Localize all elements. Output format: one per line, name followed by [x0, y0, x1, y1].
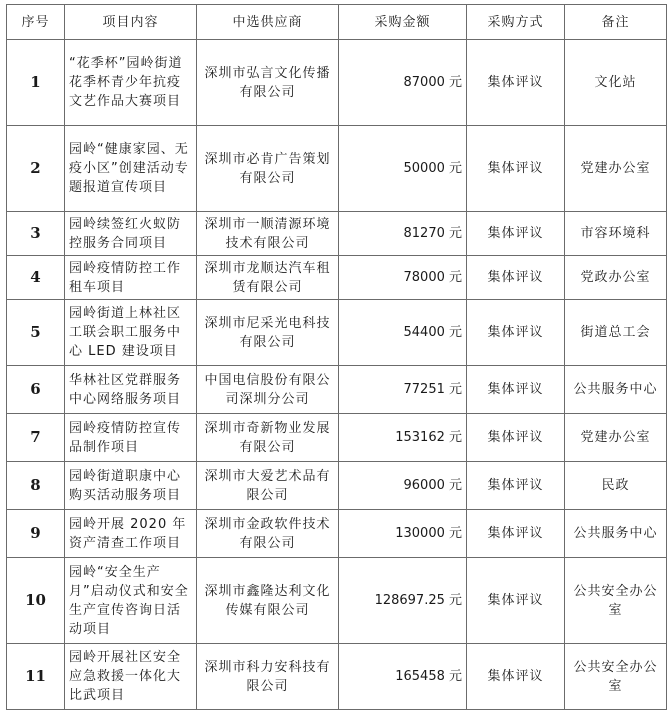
- amount: 165458 元: [339, 644, 467, 710]
- table-row: [7, 366, 667, 414]
- project-name: 华林社区党群服务中心网络服务项目: [65, 366, 197, 414]
- amount: 96000 元: [339, 462, 467, 510]
- header-row: [7, 5, 667, 40]
- method: 集体评议: [467, 212, 565, 256]
- note: 文化站: [565, 40, 667, 126]
- supplier-name: 深圳市弘言文化传播有限公司: [197, 40, 339, 126]
- note: 党建办公室: [565, 414, 667, 462]
- project-name: 园岭开展 2020 年资产清查工作项目: [65, 510, 197, 558]
- header-project: 项目内容: [65, 5, 197, 40]
- project-name: 园岭街道上林社区工联会职工服务中心 LED 建设项目: [65, 300, 197, 366]
- note: 街道总工会: [565, 300, 667, 366]
- table-row: [7, 558, 667, 644]
- header-no: 序号: [7, 5, 65, 40]
- header-note: 备注: [565, 5, 667, 40]
- supplier-name: 深圳市必肯广告策划有限公司: [197, 126, 339, 212]
- amount: 87000 元: [339, 40, 467, 126]
- method: 集体评议: [467, 414, 565, 462]
- amount: 54400 元: [339, 300, 467, 366]
- row-number: 4: [7, 256, 65, 300]
- row-number: 8: [7, 462, 65, 510]
- project-name: 园岭开展社区安全应急救援一体化大比武项目: [65, 644, 197, 710]
- amount: 130000 元: [339, 510, 467, 558]
- method: 集体评议: [467, 462, 565, 510]
- procurement-table: [6, 4, 667, 710]
- row-number: 10: [7, 558, 65, 644]
- project-name: 园岭“安全生产月”启动仪式和安全生产宣传咨询日活动项目: [65, 558, 197, 644]
- note: 公共安全办公室: [565, 558, 667, 644]
- project-name: 园岭续签红火蚁防控服务合同项目: [65, 212, 197, 256]
- table-row: [7, 256, 667, 300]
- supplier-name: 深圳市一顺清源环境技术有限公司: [197, 212, 339, 256]
- row-number: 2: [7, 126, 65, 212]
- note: 市容环境科: [565, 212, 667, 256]
- header-amount: 采购金额: [339, 5, 467, 40]
- table-row: [7, 126, 667, 212]
- note: 民政: [565, 462, 667, 510]
- amount: 50000 元: [339, 126, 467, 212]
- row-number: 7: [7, 414, 65, 462]
- row-number: 5: [7, 300, 65, 366]
- supplier-name: 深圳市科力安科技有限公司: [197, 644, 339, 710]
- method: 集体评议: [467, 558, 565, 644]
- row-number: 1: [7, 40, 65, 126]
- supplier-name: 中国电信股份有限公司深圳分公司: [197, 366, 339, 414]
- supplier-name: 深圳市鑫隆达利文化传媒有限公司: [197, 558, 339, 644]
- supplier-name: 深圳市尼采光电科技有限公司: [197, 300, 339, 366]
- method: 集体评议: [467, 40, 565, 126]
- table-row: [7, 644, 667, 710]
- project-name: “花季杯”园岭街道花季杯青少年抗疫文艺作品大赛项目: [65, 40, 197, 126]
- project-name: 园岭街道职康中心购买活动服务项目: [65, 462, 197, 510]
- note: 公共服务中心: [565, 510, 667, 558]
- project-name: 园岭疫情防控工作租车项目: [65, 256, 197, 300]
- table-row: [7, 40, 667, 126]
- project-name: 园岭疫情防控宣传品制作项目: [65, 414, 197, 462]
- method: 集体评议: [467, 644, 565, 710]
- table-row: [7, 300, 667, 366]
- table-row: [7, 414, 667, 462]
- supplier-name: 深圳市金政软件技术有限公司: [197, 510, 339, 558]
- method: 集体评议: [467, 126, 565, 212]
- table-row: [7, 510, 667, 558]
- project-name: 园岭“健康家园、无疫小区”创建活动专题报道宣传项目: [65, 126, 197, 212]
- amount: 78000 元: [339, 256, 467, 300]
- row-number: 9: [7, 510, 65, 558]
- row-number: 6: [7, 366, 65, 414]
- method: 集体评议: [467, 510, 565, 558]
- method: 集体评议: [467, 300, 565, 366]
- supplier-name: 深圳市龙顺达汽车租赁有限公司: [197, 256, 339, 300]
- row-number: 3: [7, 212, 65, 256]
- supplier-name: 深圳市奇新物业发展有限公司: [197, 414, 339, 462]
- row-number: 11: [7, 644, 65, 710]
- amount: 153162 元: [339, 414, 467, 462]
- amount: 81270 元: [339, 212, 467, 256]
- method: 集体评议: [467, 256, 565, 300]
- method: 集体评议: [467, 366, 565, 414]
- table-row: [7, 462, 667, 510]
- table-row: [7, 212, 667, 256]
- header-supplier: 中选供应商: [197, 5, 339, 40]
- note: 公共服务中心: [565, 366, 667, 414]
- header-method: 采购方式: [467, 5, 565, 40]
- amount: 128697.25 元: [339, 558, 467, 644]
- note: 党政办公室: [565, 256, 667, 300]
- supplier-name: 深圳市大爱艺术品有限公司: [197, 462, 339, 510]
- amount: 77251 元: [339, 366, 467, 414]
- note: 党建办公室: [565, 126, 667, 212]
- note: 公共安全办公室: [565, 644, 667, 710]
